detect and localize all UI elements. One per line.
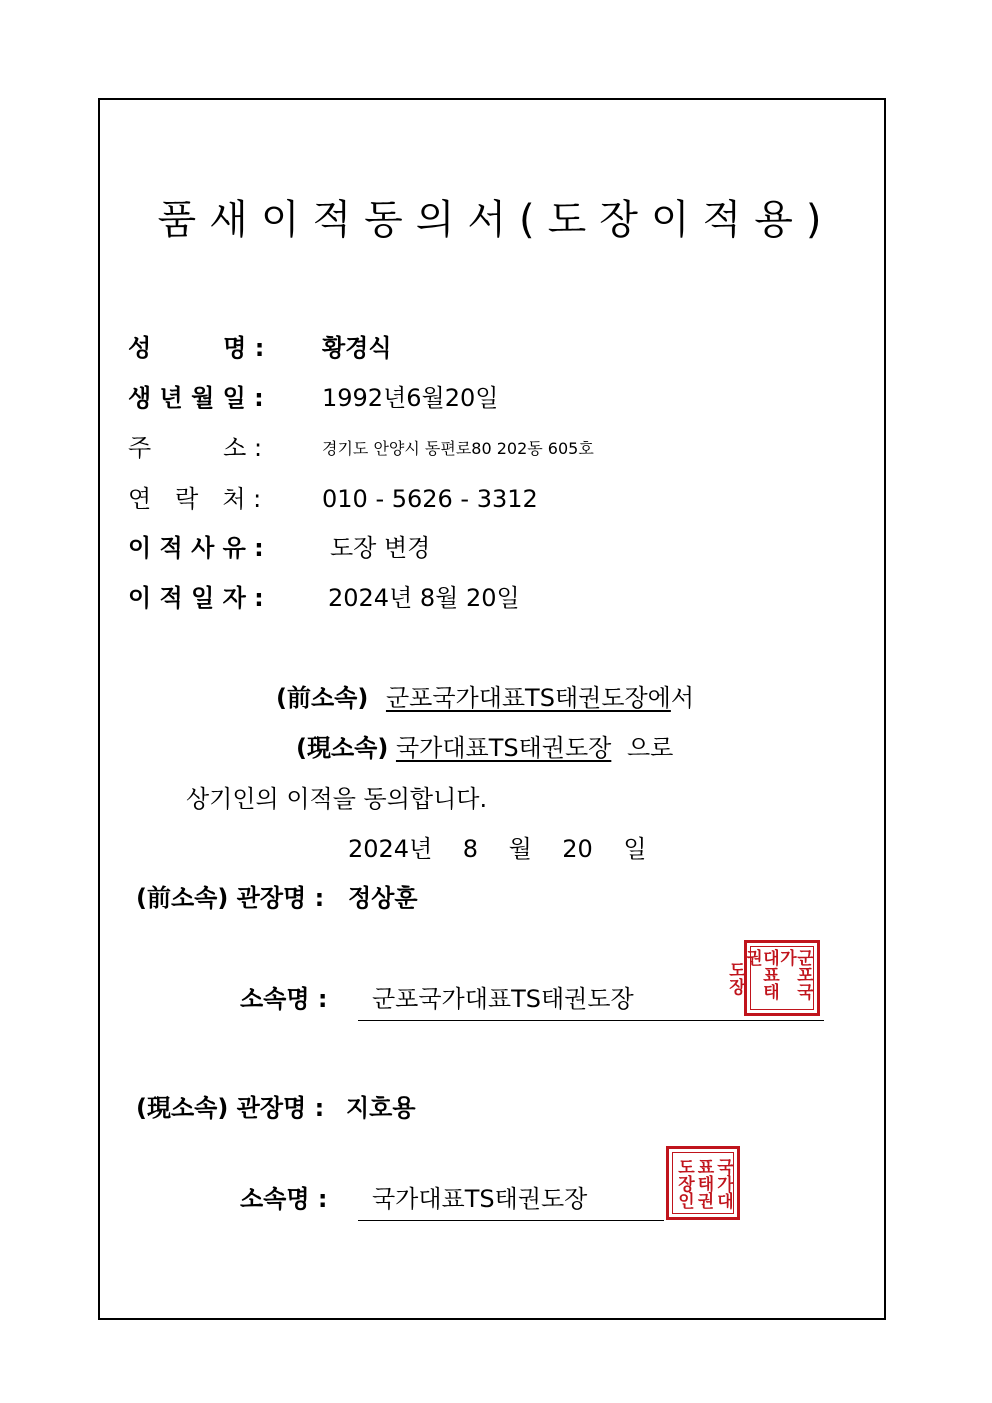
consent-date: 2024년 8 월 20 일: [348, 835, 647, 863]
curr-gym-name: 국가대표TS태권도장: [395, 734, 612, 762]
document-title: 품새이적동의서(도장이적용): [157, 197, 835, 243]
birth-value: 1992년6월20일: [322, 384, 499, 412]
transfer-date-label: 이 적 일 자 :: [128, 584, 264, 612]
curr-affiliation-prefix: (現소속): [296, 734, 389, 762]
seal-glyph-column: 군포국가: [776, 949, 813, 1000]
curr-gym-seal: [666, 1146, 740, 1220]
address-value: 경기도 안양시 동편로80 202동 605호: [322, 439, 594, 458]
curr-gym-value: 국가대표TS태권도장: [372, 1185, 588, 1213]
seal-glyph-column: 대표태권: [742, 949, 779, 1000]
prev-affiliation-prefix: (前소속): [276, 684, 369, 712]
contact-label: 연 락 처 :: [128, 485, 262, 513]
curr-director-name: 지호용: [346, 1094, 416, 1122]
curr-gym-label: 소속명 :: [240, 1185, 328, 1213]
seal-glyph-column: 표태권: [693, 1157, 714, 1209]
prev-gym-label: 소속명 :: [240, 985, 328, 1013]
contact-value: 010 - 5626 - 3312: [322, 485, 538, 513]
consent-current-line: [296, 736, 673, 760]
prev-gym-seal: [725, 940, 820, 1016]
seal-glyph-column: 국가대: [713, 1157, 733, 1209]
prev-director-label: (前소속) 관장명 :: [136, 884, 325, 912]
prev-gym-name: 군포국가대표TS태권도장에: [385, 684, 671, 712]
curr-suffix: 으로: [626, 734, 674, 762]
prev-suffix: 서: [670, 684, 695, 712]
consent-previous-line: [276, 686, 694, 710]
birth-label: 생 년 월 일 :: [128, 384, 264, 412]
curr-director-label: (現소속) 관장명 :: [136, 1094, 325, 1122]
consent-statement: 상기인의 이적을 동의합니다.: [186, 785, 488, 813]
curr-gym-underline: [358, 1220, 664, 1221]
prev-gym-underline: [358, 1020, 824, 1021]
seal-glyph-column: 도장: [725, 961, 745, 995]
name-value: 황경식: [322, 334, 392, 362]
prev-gym-value: 군포국가대표TS태권도장: [372, 985, 634, 1013]
reason-value: 도장 변경: [330, 534, 431, 562]
prev-director-name: 정상훈: [348, 884, 418, 912]
reason-label: 이 적 사 유 :: [128, 534, 264, 562]
name-label: 성 명 :: [128, 334, 265, 362]
address-label: 주 소 :: [128, 434, 263, 462]
seal-glyph-column: 도장인: [674, 1157, 694, 1209]
transfer-date-value: 2024년 8월 20일: [328, 584, 520, 612]
